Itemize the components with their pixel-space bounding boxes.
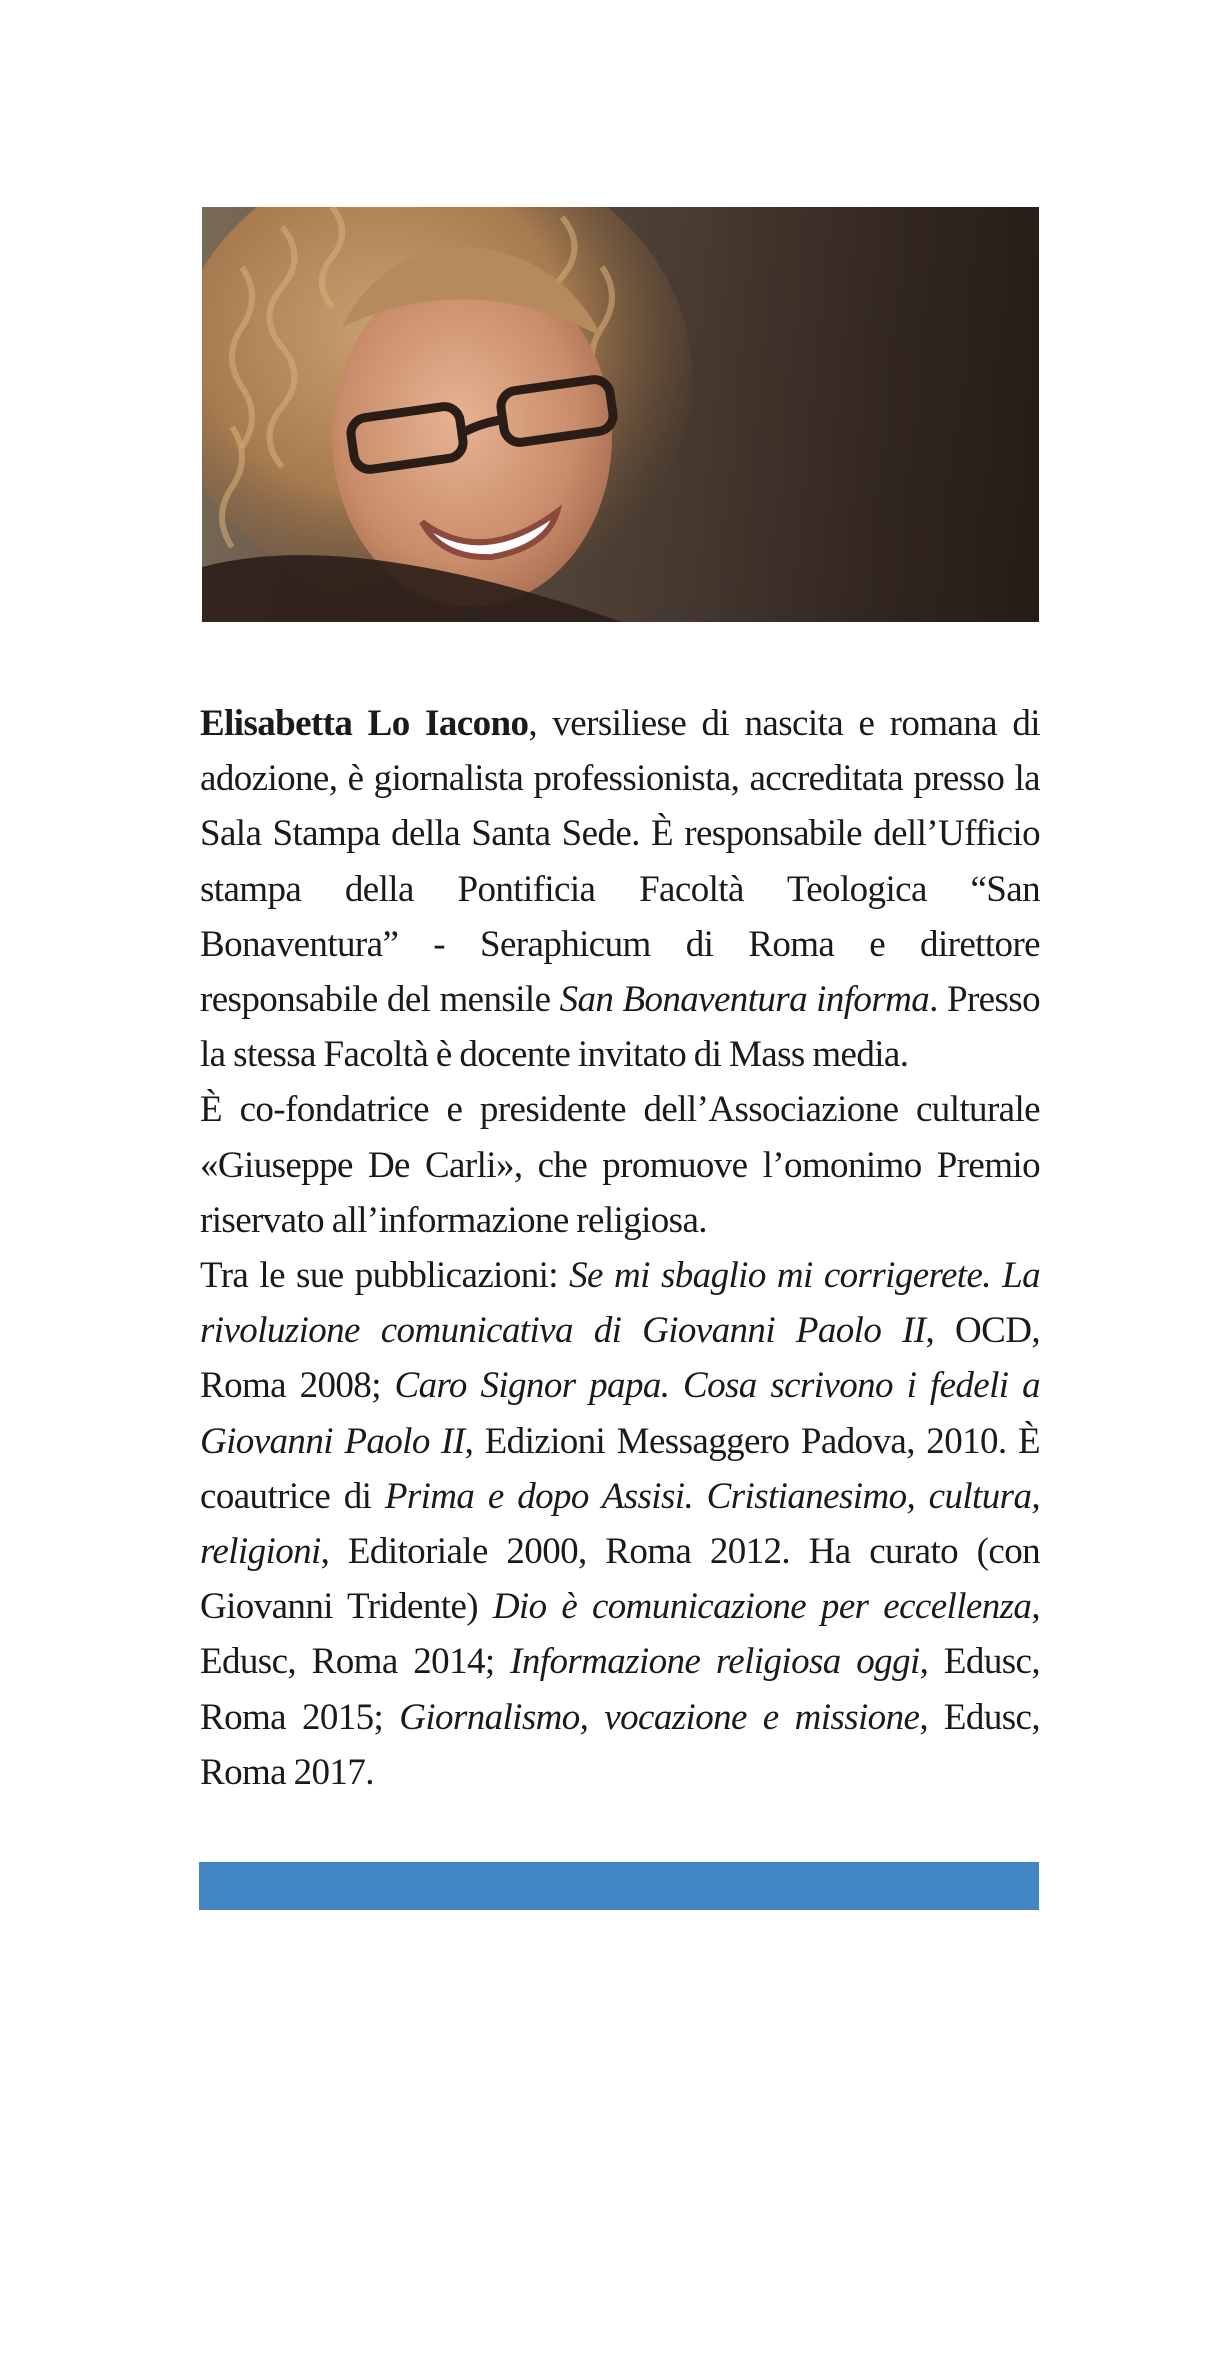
- bio-paragraph-2: È co-fondatrice e presidente dell’Associazione culturale «Giuseppe De Carli», che promuove l’omonimo Premio riservato all’informazione religiosa.: [200, 1089, 1040, 1241]
- book-title: Se mi sbaglio mi corrigerete. La rivoluzione comunicativa di Giovanni Paolo II: [200, 1255, 1040, 1352]
- bio-text: Tra le sue pubblicazioni:: [200, 1255, 570, 1297]
- bio-text: , versiliese di nascita e romana di adozione, è giornalista professionista, accreditata presso la Sala Stampa della Santa Sede. È responsabile dell’Ufficio stampa della Pontificia Facoltà Teologica “San Bonaventura” - Seraphicum di Roma e direttore responsabile del mensile: [200, 703, 1040, 1021]
- author-name: Elisabetta Lo Iacono: [200, 703, 529, 744]
- book-title: Informazione religiosa oggi: [510, 1641, 920, 1683]
- publication-title: San Bonaventura informa: [559, 979, 930, 1021]
- book-title: Caro Signor papa. Cosa scrivono i fedeli a Giovanni Paolo II: [200, 1365, 1040, 1462]
- book-title: Giornalismo, vocazione e missione: [399, 1696, 920, 1738]
- bio-text: , Editoriale 2000, Roma 2012. Ha curato (con Giovanni Tridente): [200, 1531, 1040, 1628]
- accent-bar: [199, 1862, 1039, 1910]
- bio-text: . Presso la stessa Facoltà è docente invitato di Mass media.: [200, 979, 1040, 1076]
- author-bio: [200, 696, 1040, 1800]
- bio-text: , Edusc, Roma 2017.: [200, 1696, 1041, 1793]
- bio-text: , Edusc, Roma 2014;: [200, 1586, 1040, 1683]
- bio-text: , Edizioni Messaggero Padova, 2010. È coautrice di: [200, 1420, 1040, 1517]
- bio-paragraph-3: [200, 1248, 1040, 1800]
- bio-text: , Edusc, Roma 2015;: [200, 1641, 1040, 1738]
- book-title: Dio è comunicazione per eccellenza: [492, 1586, 1032, 1628]
- book-title: Prima e dopo Assisi. Cristianesimo, cultura, religioni: [200, 1475, 1040, 1573]
- author-photo: [202, 207, 1039, 622]
- bio-text: , OCD, Roma 2008;: [200, 1310, 1040, 1407]
- bio-paragraph-1: [200, 696, 1040, 1082]
